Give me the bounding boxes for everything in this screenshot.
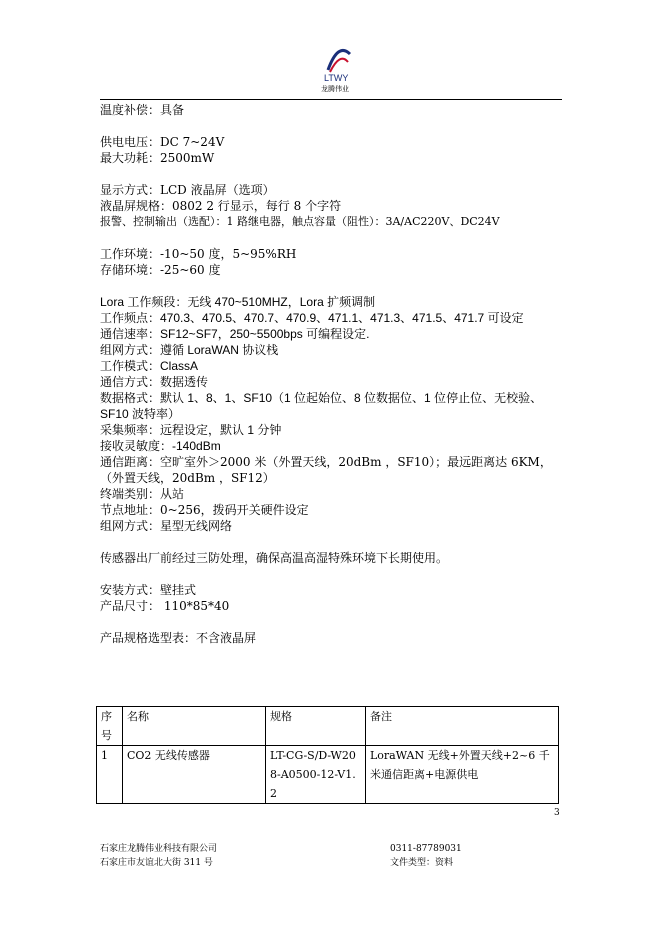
col-header-index: 序号 (97, 707, 123, 746)
node-address: 节点地址：0~256，拨码开关硬件设定 (100, 503, 309, 517)
max-power: 最大功耗：2500mW (100, 151, 215, 165)
comm-mode: 通信方式：数据透传 (100, 375, 209, 389)
col-header-spec: 规格 (266, 707, 366, 746)
header-divider (100, 99, 562, 100)
spec-content (100, 102, 566, 646)
col-header-name: 名称 (123, 707, 266, 746)
alarm-output: 报警、控制输出（选配）：1 路继电器，触点容量（阻性）：3A/AC220V、DC24V (100, 215, 500, 228)
spec-table (96, 706, 559, 804)
footer-company: 石家庄龙腾伟业科技有限公司 (100, 844, 218, 854)
lcd-spec: 液晶屏规格：0802 2 行显示，每行 8 个字符 (100, 199, 342, 213)
work-freq: 工作频点：470.3、470.5、470.7、470.9、471.1、471.3、471.5、471.7 可设定 (100, 311, 524, 325)
footer-left (100, 842, 217, 870)
logo-letters: LTWY (324, 73, 349, 83)
network-type: 组网方式：星型无线网络 (100, 519, 233, 533)
page-number: 3 (554, 808, 560, 818)
comm-distance: 通信距离：空旷室外＞2000 米（外置天线，20dBm ，SF10）；最远距离达 6KM，（外置天线，20dBm ，SF12） (100, 455, 552, 485)
table-row (97, 746, 559, 804)
terminal-type: 终端类别：从站 (100, 487, 185, 501)
temp-comp: 温度补偿：具备 (100, 103, 185, 117)
table-title: 产品规格选型表：不含液晶屏 (100, 631, 257, 645)
footer-phone: 0311-87789031 (390, 844, 462, 854)
supply-voltage: 供电电压：DC 7~24V (100, 135, 225, 149)
install-mode: 安装方式：壁挂式 (100, 583, 197, 597)
work-mode: 工作模式：ClassA (100, 359, 199, 373)
logo-caption: 龙腾伟业 (321, 85, 349, 93)
work-env: 工作环境：-10~50 度，5~95%RH (100, 247, 297, 261)
col-header-remark: 备注 (366, 707, 559, 746)
cell-remark: LoraWAN 无线+外置天线+2~6 千米通信距离+电源供电 (366, 746, 559, 804)
table-header-row (97, 707, 559, 746)
product-size: 产品尺寸： 110*85*40 (100, 599, 230, 613)
sample-freq: 采集频率：远程设定，默认 1 分钟 (100, 423, 282, 437)
three-proof-note: 传感器出厂前经过三防处理，确保高温高湿特殊环境下长期使用。 (100, 551, 449, 565)
storage-env: 存储环境：-25~60 度 (100, 263, 221, 277)
display-mode: 显示方式：LCD 液晶屏（选项） (100, 183, 275, 197)
rx-sensitivity: 接收灵敏度：-140dBm (100, 439, 221, 453)
data-format: 数据格式：默认 1、8、1、SF10（1 位起始位、8 位数据位、1 位停止位、无校验、SF10 波特率） (100, 391, 543, 421)
cell-name: CO2 无线传感器 (123, 746, 266, 804)
comm-rate: 通信速率：SF12~SF7，250~5500bps 可编程设定. (100, 327, 370, 341)
cell-index: 1 (97, 746, 123, 804)
cell-spec: LT-CG-S/D-W208-A0500-12-V1.2 (266, 746, 366, 804)
footer-address: 石家庄市友谊北大街 311 号 (100, 858, 213, 868)
network-proto: 组网方式：遵循 LoraWAN 协议栈 (100, 343, 279, 357)
footer-right (390, 842, 462, 870)
footer-doc-type: 文件类型：资料 (390, 858, 454, 868)
lora-band: Lora 工作频段：无线 470~510MHZ，Lora 扩频调制 (100, 295, 376, 309)
